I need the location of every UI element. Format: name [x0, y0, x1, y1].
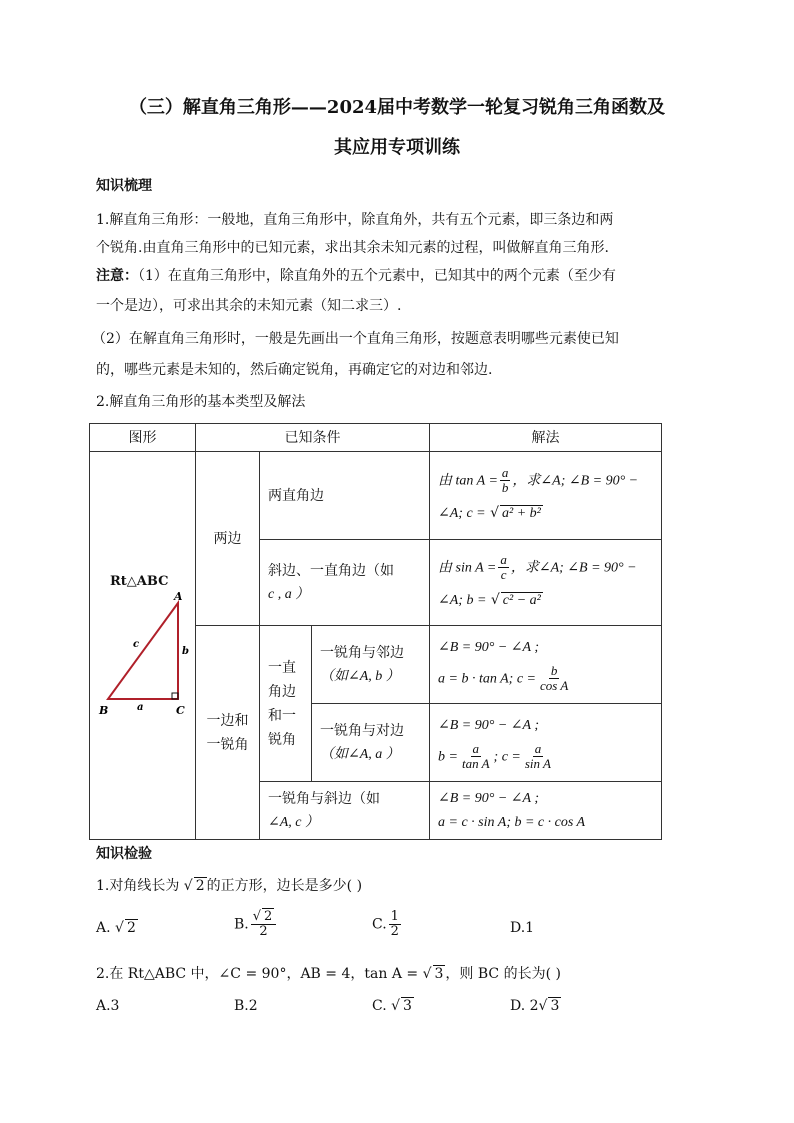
sol-hyp-leg: 由 sin A = $\frac{a}{c}$ ，求∠A; ∠B = 90° − ∠A; b = √ c² − a²	[430, 540, 662, 626]
sol4-frac1	[460, 742, 492, 771]
q1-option-c[interactable]	[372, 910, 403, 939]
sol4-frac2-num: a	[534, 741, 542, 756]
cond4-line-a: 一锐角与对边	[320, 722, 404, 739]
q2-sqrt: 3	[434, 966, 444, 982]
sol2-frac	[498, 553, 509, 582]
q2-d-sqrt: 3	[550, 998, 560, 1014]
question-2: 2.在 Rt△ABC 中，∠C = 90°，AB = 4，tan A = √ 3 ，则 BC 的长为( )	[96, 966, 561, 982]
sol3-frac-den: cos A	[539, 678, 569, 693]
cond3-line-a: 一锐角与邻边	[320, 644, 404, 661]
q1-option-a[interactable]: A. √ 2	[96, 920, 136, 936]
cond4-line-b: （如∠A, a ）	[320, 746, 400, 762]
q1-b-num: 2	[264, 909, 273, 924]
sol4-text-b1: b =	[438, 749, 458, 765]
subgroup-line-c: 和一	[268, 707, 296, 724]
section-heading-review: 知识梳理	[96, 178, 152, 194]
q1-c-num: 1	[390, 909, 399, 924]
header-solution: 解法	[430, 424, 662, 452]
sol-angle-adjacent	[430, 626, 662, 704]
para-2a: （1）在直角三角形中，除直角外的五个元素中，已知其中的两个元素（至少有	[138, 268, 616, 284]
sol4-line-a: ∠B = 90° − ∠A ;	[438, 718, 539, 733]
q1-c-den: 2	[390, 924, 399, 939]
q1-a-sqrt: 2	[126, 920, 136, 936]
header-known: 已知条件	[196, 424, 430, 452]
sol2-frac-den: c	[500, 566, 507, 582]
q1-a-label: A.	[96, 920, 111, 936]
solution-table	[89, 423, 662, 840]
cond2-line-b: c , a ）	[268, 586, 310, 602]
sol4-frac1-den: tan A	[461, 756, 490, 771]
sol2-text-c: ∠A; b =	[438, 592, 487, 608]
para-1b: 个锐角.由直角三角形中的已知元素，求出其余未知元素的过程，叫做解直角三角形.	[96, 240, 609, 256]
q1-text-a: 1.对角线长为	[96, 878, 180, 894]
vertex-b: B	[99, 704, 109, 717]
para-note	[96, 266, 706, 286]
title-line-1: （三）解直角三角形——2024届中考数学一轮复习锐角三角函数及	[128, 97, 666, 118]
group-two-sides: 两边	[196, 452, 260, 626]
sol5-line-a: ∠B = 90° − ∠A ;	[438, 790, 539, 806]
para-1a: 1.解直角三角形：一般地，直角三角形中，除直角外，共有五个元素，即三条边和两	[96, 212, 614, 228]
sol2-text-a: 由 sin A =	[438, 560, 497, 575]
q1-c-label: C.	[372, 916, 387, 933]
cond3-line-b: （如∠A, b ）	[320, 668, 400, 684]
group-side-angle	[196, 626, 260, 840]
sol1-text-b: ，求∠A; ∠B = 90° −	[512, 473, 639, 488]
cond2-line-a: 斜边、一直角边（如	[268, 562, 394, 579]
subgroup-leg-angle	[260, 626, 312, 782]
triangle-shape	[108, 603, 178, 699]
q2-c-label: C.	[372, 998, 387, 1014]
header-figure: 图形	[90, 424, 196, 452]
vertex-a: A	[174, 592, 183, 603]
figure-label: Rt△ABC	[110, 574, 169, 589]
q2-option-a[interactable]: A.3	[96, 998, 120, 1014]
note-label: 注意：	[96, 268, 138, 284]
q2-text-b: ，则 BC 的长为( )	[445, 966, 561, 982]
cond-two-legs: 两直角边	[260, 452, 430, 540]
q2-option-c[interactable]: C. √ 3	[372, 998, 412, 1014]
q1-b-label: B.	[234, 916, 249, 933]
vertex-c: C	[176, 704, 185, 717]
section-heading-check: 知识检验	[96, 846, 152, 862]
title-line-2: 其应用专项训练	[334, 137, 460, 158]
sol4-frac1-num: a	[472, 741, 479, 756]
q2-text-a: 2.在 Rt△ABC 中，∠C = 90°，AB = 4，tan A =	[96, 966, 419, 982]
sol-angle-opposite	[430, 704, 662, 782]
cond-angle-adjacent	[312, 626, 430, 704]
q1-text-b: 的正方形，边长是多少( )	[206, 878, 363, 894]
triangle-figure	[90, 592, 196, 732]
sol4-frac2	[523, 742, 553, 771]
side-a: a	[137, 702, 144, 713]
sol3-line-a: ∠B = 90° − ∠A ;	[438, 640, 539, 655]
cond-angle-opposite	[312, 704, 430, 782]
para-2b: 一个是边），可求出其余的未知元素（知二求三）.	[96, 298, 402, 314]
sol1-frac	[500, 466, 511, 495]
cond5-line-a: 一锐角与斜边（如	[268, 790, 380, 807]
sol1-sqrt: a² + b²	[502, 505, 541, 521]
side-c: c	[133, 639, 140, 650]
q2-c-sqrt: 3	[403, 998, 412, 1014]
sol1-frac-num: a	[501, 464, 509, 480]
question-1: 1.对角线长为 √ 2 的正方形，边长是多少( )	[96, 878, 363, 894]
q1-c-frac	[389, 910, 401, 939]
para-3a: （2）在解直角三角形时，一般是先画出一个直角三角形，按题意表明哪些元素使已知	[92, 331, 619, 347]
q1-option-d[interactable]: D.1	[510, 920, 535, 936]
q1-option-b[interactable]	[234, 910, 278, 939]
sol3-frac	[538, 664, 570, 693]
sol1-frac-den: b	[501, 479, 509, 495]
sol-angle-hyp	[430, 782, 662, 840]
cond-hyp-leg	[260, 540, 430, 626]
subgroup-line-a: 一直	[268, 659, 296, 676]
q1-sqrt: 2	[195, 878, 205, 894]
sol1-text-c: ∠A; c =	[438, 505, 486, 521]
sol2-sqrt: c² − a²	[502, 592, 541, 608]
sol5-line-b: a = c · sin A; b = c · cos A	[438, 814, 586, 830]
group2-line-a: 一边和	[206, 712, 249, 729]
para-4: 2.解直角三角形的基本类型及解法	[96, 394, 306, 410]
figure-cell	[90, 452, 196, 840]
cond5-line-b: ∠A, c ）	[268, 814, 319, 830]
sol4-text-b2: ; c =	[493, 749, 521, 765]
para-3b: 的，哪些元素是未知的，然后确定锐角，再确定它的对边和邻边.	[96, 362, 493, 378]
sol1-text-a: 由 tan A =	[438, 473, 498, 488]
q1-b-den: 2	[259, 924, 268, 939]
q2-option-b[interactable]: B.2	[234, 998, 258, 1014]
q2-option-d[interactable]: D. 2√ 3	[510, 998, 560, 1014]
sol3-frac-num: b	[550, 663, 558, 678]
sol2-text-b: ，求∠A; ∠B = 90° −	[510, 560, 637, 575]
sol2-frac-num: a	[500, 551, 507, 567]
sol4-frac2-den: sin A	[524, 756, 552, 771]
subgroup-line-d: 锐角	[268, 731, 296, 748]
cond-angle-hyp	[260, 782, 430, 840]
sol3-text-b: a = b · tan A; c =	[438, 671, 536, 687]
q1-b-frac: $\frac{√ 2}{2}$	[251, 910, 277, 939]
side-b: b	[182, 646, 189, 657]
sol-two-legs: 由 tan A = $\frac{a}{b}$ ，求∠A; ∠B = 90° − ∠A; c = √ a² + b²	[430, 452, 662, 540]
group2-line-b: 一锐角	[206, 736, 249, 753]
subgroup-line-b: 角边	[268, 683, 296, 700]
q2-d-label: D. 2	[510, 998, 539, 1014]
